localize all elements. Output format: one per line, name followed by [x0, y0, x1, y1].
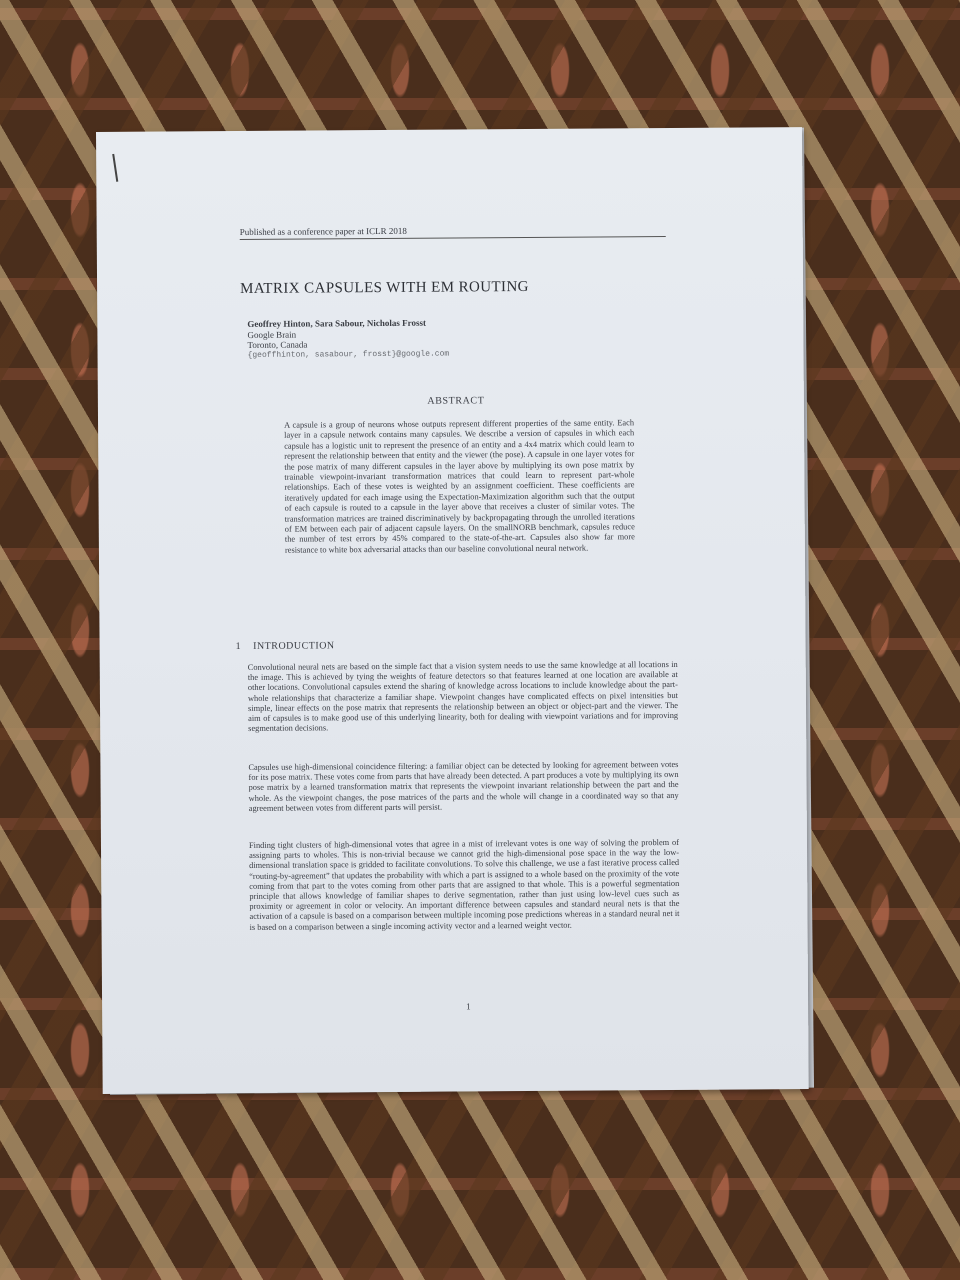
- author-block: [247, 318, 449, 361]
- running-header: Published as a conference paper at ICLR 2018: [240, 224, 666, 240]
- intro-paragraph-2: Capsules use high-dimensional coincidence filtering: a familiar object can be detected by looking for agreement between votes for its pose matrix. These votes come from parts that have already been detected. A part produces a vote by multiplying its own pose matrix by a learned transformation matrix that represents the viewpoint invariant relationship between the part and the whole. As the viewpoint changes, the pose matrices of the parts and the whole will change in a coordinated way so that any agreement between votes from different parts will persist.: [248, 759, 679, 813]
- abstract-text: A capsule is a group of neurons whose outputs represent different properties of the same entity. Each layer in a capsule network contains many capsules. We describe a version of capsules in which each capsule has a logistic unit to represent the presence of an entity and a 4x4 matrix which could learn to represent the relationship between that entity and the viewer (the pose). A capsule in one layer votes for the pose matrix of many different capsules in the layer above by multiplying its own pose matrix by trainable viewpoint-invariant transformation matrices that could learn to represent part-whole relationships. Each of these votes is weighted by an assignment coefficient. These coefficients are iteratively updated for each image using the Expectation-Maximization algorithm such that the output of each capsule is routed to a capsule in the layer above that receives a cluster of similar votes. The transformation matrices are trained discriminatively by backpropagating through the unrolled iterations of EM between each pair of adjacent capsule layers. On the smallNORB benchmark, capsules reduce the number of test errors by 45% compared to the state-of-the-art. Capsules also show far more resistance to white box adversarial attacks than our baseline convolutional neural network.: [284, 418, 635, 555]
- section-title: INTRODUCTION: [253, 640, 335, 652]
- author-affiliation: Google Brain: [247, 329, 297, 340]
- author-email: {geoffhinton, sasabour, frosst}@google.com: [247, 349, 450, 360]
- abstract-heading: ABSTRACT: [427, 395, 485, 407]
- section-number: 1: [235, 640, 242, 653]
- author-location: Toronto, Canada: [247, 339, 308, 350]
- intro-paragraph-3: Finding tight clusters of high-dimensional votes that agree in a mist of irrelevant votes is one way of solving the problem of assigning parts to wholes. This is non-trivial because we cannot grid the high-dimensional pose space in the way the low-dimensional translation space is gridded to facilitate convolutions. To solve this challenge, we use a fast iterative process called “routing-by-agreement” that updates the probability with which a part is assigned to a whole based on the proximity of the vote coming from that part to the votes coming from other parts that are assigned to that whole. This is a powerful segmentation principle that allows knowledge of familiar shapes to derive segmentation, rather than just using low-level cues such as proximity or agreement in color or velocity. An important difference between capsules and standard neural nets is that the activation of a capsule is based on a comparison between multiple incoming pose predictions whereas in a standard neural net it is based on a comparison between a single incoming activity vector and a learned weight vector.: [248, 837, 680, 932]
- page-number: 1: [466, 1001, 471, 1012]
- paper-sheet: [96, 127, 809, 1094]
- section-heading: [236, 640, 335, 652]
- author-names: Geoffrey Hinton, Sara Sabour, Nicholas Frosst: [247, 317, 426, 329]
- paper-title: MATRIX CAPSULES WITH EM ROUTING: [240, 278, 529, 297]
- intro-paragraph-1: Convolutional neural nets are based on the simple fact that a vision system needs to use the same knowledge at all locations in the image. This is achieved by tying the weights of feature detectors so that features learned at one location are available at other locations. Convolutional capsules extend the sharing of knowledge across locations to include knowledge about the part-whole relationships that characterize a familiar shape. Viewpoint changes have complicated effects on pixel intensities but simple, linear effects on the pose matrix that represents the relationship between an object or object-part and the viewer. The aim of capsules is to make good use of this underlying linearity, both for dealing with viewpoint variations and for improving segmentation decisions.: [247, 659, 679, 734]
- staple-mark: [112, 154, 118, 182]
